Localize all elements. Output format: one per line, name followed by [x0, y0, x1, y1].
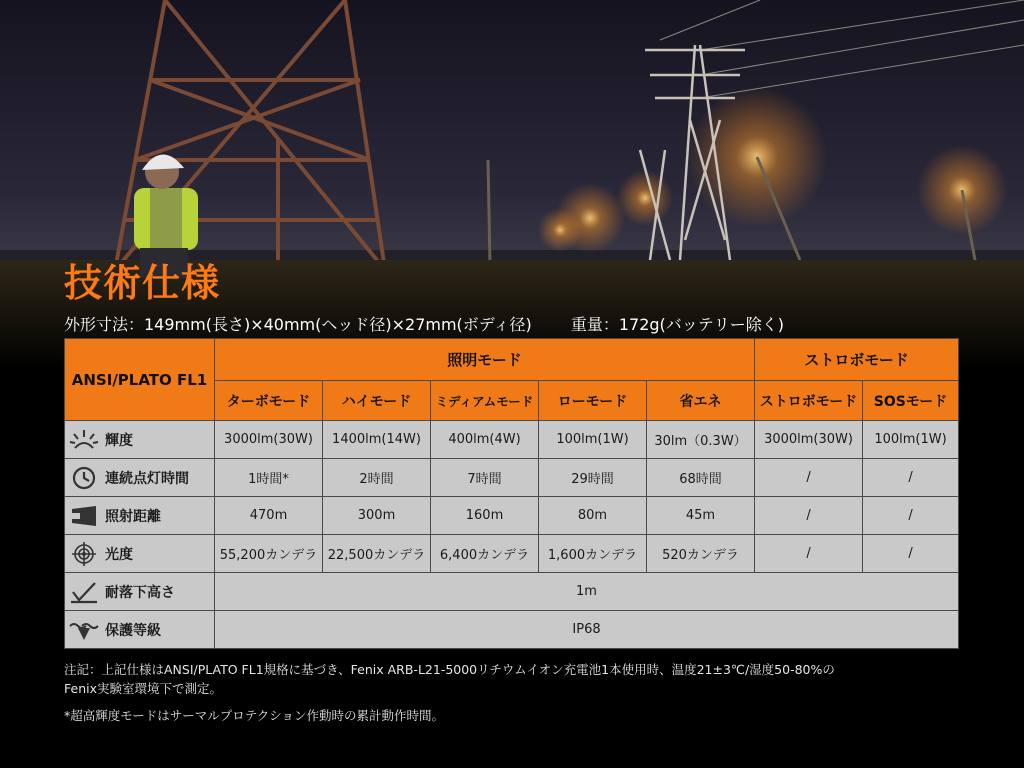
row-label: 光度 [65, 535, 215, 573]
table-cell: 520カンデラ [647, 535, 755, 573]
table-cell: 470m [215, 497, 323, 535]
mode-header: ハイモード [323, 381, 431, 421]
clock-icon [69, 466, 99, 490]
row-label: 輝度 [65, 421, 215, 459]
table-cell: 29時間 [539, 459, 647, 497]
table-row [65, 535, 959, 573]
table-cell: 160m [431, 497, 539, 535]
table-cell: / [755, 535, 863, 573]
spec-table [64, 338, 959, 649]
waterproof-icon [69, 618, 99, 642]
table-cell: 3000lm(30W) [215, 421, 323, 459]
table-cell: 300m [323, 497, 431, 535]
table-cell: 1時間* [215, 459, 323, 497]
beam-distance-icon [69, 504, 99, 528]
impact-value: 1m [215, 573, 959, 611]
dimensions-line [64, 312, 784, 335]
table-row [65, 611, 959, 649]
group-header-strobe: ストロボモード [755, 339, 959, 381]
table-row [65, 573, 959, 611]
table-cell: 7時間 [431, 459, 539, 497]
standard-header: ANSI/PLATO FL1 [65, 339, 215, 421]
mode-header: ターボモード [215, 381, 323, 421]
table-cell: 55,200カンデラ [215, 535, 323, 573]
table-row [65, 497, 959, 535]
target-icon [69, 542, 99, 566]
table-cell: 2時間 [323, 459, 431, 497]
table-cell: 68時間 [647, 459, 755, 497]
note-footnote: *超高輝度モードはサーマルプロテクション作動時の累計動作時間。 [64, 708, 445, 723]
mode-header: ローモード [539, 381, 647, 421]
note-line: 注記：上記仕様はANSI/PLATO FL1規格に基づき、Fenix ARB-L21-5000リチウムイオン充電池1本使用時、温度21±3℃/湿度50-80%の [64, 662, 835, 677]
group-header-illumination: 照明モード [215, 339, 755, 381]
mode-header: ミディアムモード [431, 381, 539, 421]
note-line: Fenix実験室環境下で測定。 [64, 681, 222, 696]
brightness-icon [69, 428, 99, 452]
table-cell: 3000lm(30W) [755, 421, 863, 459]
mode-header: ストロボモード [755, 381, 863, 421]
table-cell: / [863, 459, 959, 497]
page-title: 技術仕様 [64, 261, 221, 305]
table-cell: 1400lm(14W) [323, 421, 431, 459]
row-label: 耐落下高さ [65, 573, 215, 611]
dimensions-text: 外形寸法：149mm(長さ)×40mm(ヘッド径)×27mm(ボディ径) [64, 315, 532, 334]
table-cell: / [755, 459, 863, 497]
mode-header: 省エネ [647, 381, 755, 421]
row-label: 保護等級 [65, 611, 215, 649]
table-cell: 80m [539, 497, 647, 535]
table-cell: 22,500カンデラ [323, 535, 431, 573]
waterproof-value: IP68 [215, 611, 959, 649]
impact-icon [69, 580, 99, 604]
table-row [65, 421, 959, 459]
table-cell: 100lm(1W) [863, 421, 959, 459]
weight-text: 重量：172g(バッテリー除く) [570, 315, 785, 334]
table-cell: / [755, 497, 863, 535]
row-label: 連続点灯時間 [65, 459, 215, 497]
notes [64, 660, 964, 725]
table-cell: / [863, 535, 959, 573]
table-cell: 100lm(1W) [539, 421, 647, 459]
table-cell: 6,400カンデラ [431, 535, 539, 573]
table-cell: 30lm（0.3W） [647, 421, 755, 459]
row-label: 照射距離 [65, 497, 215, 535]
table-row [65, 459, 959, 497]
table-cell: 400lm(4W) [431, 421, 539, 459]
table-cell: 1,600カンデラ [539, 535, 647, 573]
mode-header: SOSモード [863, 381, 959, 421]
table-cell: 45m [647, 497, 755, 535]
table-cell: / [863, 497, 959, 535]
